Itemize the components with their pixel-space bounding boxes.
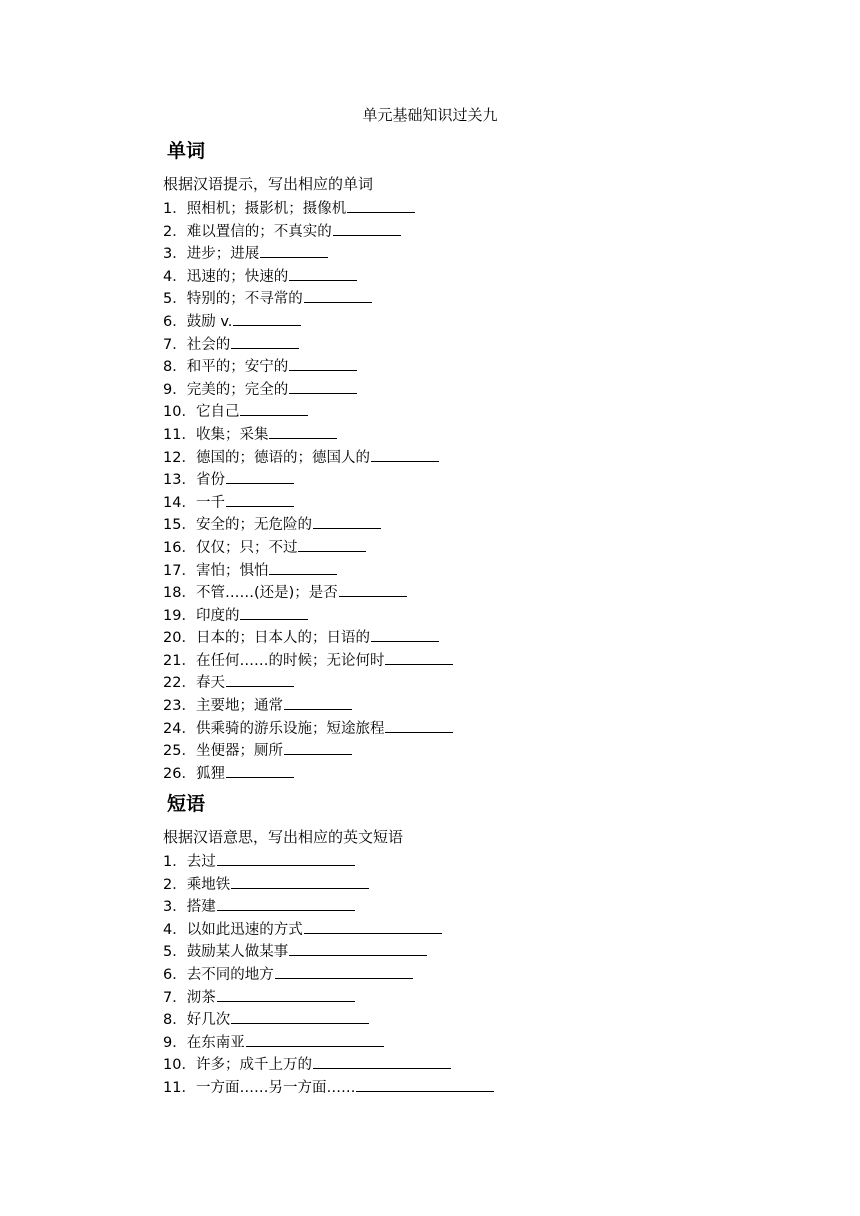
answer-blank[interactable] — [231, 1007, 369, 1024]
answer-blank[interactable] — [313, 1052, 451, 1069]
answer-blank[interactable] — [289, 354, 357, 371]
answer-blank[interactable] — [217, 894, 355, 911]
phrases-item — [163, 1075, 494, 1098]
phrases-item — [163, 894, 494, 917]
answer-blank[interactable] — [226, 467, 294, 484]
words-item — [163, 490, 453, 513]
answer-blank[interactable] — [226, 761, 294, 778]
answer-blank[interactable] — [304, 286, 372, 303]
answer-blank[interactable] — [298, 535, 366, 552]
words-item — [163, 354, 453, 377]
words-item-label: 17．害怕；惧怕 — [163, 562, 269, 579]
words-item — [163, 286, 453, 309]
answer-blank[interactable] — [231, 872, 369, 889]
answer-blank[interactable] — [246, 1030, 384, 1047]
words-item-label: 2．难以置信的；不真实的 — [163, 223, 332, 240]
words-item-label: 24．供乘骑的游乐设施；短途旅程 — [163, 720, 385, 737]
answer-blank[interactable] — [275, 962, 413, 979]
words-item-label: 8．和平的；安宁的 — [163, 359, 289, 376]
phrases-item-label: 11．一方面……另一方面…… — [163, 1079, 356, 1096]
phrases-item-label: 9．在东南亚 — [163, 1034, 245, 1051]
answer-blank[interactable] — [284, 693, 352, 710]
words-item — [163, 716, 453, 739]
words-item — [163, 422, 453, 445]
words-item-label: 20．日本的；日本人的；日语的 — [163, 630, 370, 647]
answer-blank[interactable] — [240, 399, 308, 416]
answer-blank[interactable] — [289, 264, 357, 281]
phrases-list — [163, 849, 494, 1098]
words-instruction: 根据汉语提示，写出相应的单词 — [163, 175, 374, 193]
words-item — [163, 332, 453, 355]
words-item-label: 14．一千 — [163, 494, 225, 511]
words-item — [163, 219, 453, 242]
answer-blank[interactable] — [240, 603, 308, 620]
answer-blank[interactable] — [226, 490, 294, 507]
words-item-label: 16．仅仅；只；不过 — [163, 539, 298, 556]
words-item — [163, 693, 453, 716]
words-item — [163, 670, 453, 693]
words-item — [163, 738, 453, 761]
page-title: 单元基础知识过关九 — [362, 106, 498, 124]
words-item — [163, 399, 453, 422]
answer-blank[interactable] — [260, 241, 328, 258]
answer-blank[interactable] — [233, 309, 301, 326]
words-item-label: 1．照相机；摄影机；摄像机 — [163, 201, 347, 217]
answer-blank[interactable] — [284, 738, 352, 755]
answer-blank[interactable] — [385, 716, 453, 733]
words-item — [163, 512, 453, 535]
words-item-label: 10．它自己 — [163, 404, 240, 421]
phrases-item-label: 3．搭建 — [163, 899, 216, 916]
words-item — [163, 603, 453, 626]
words-item-label: 7．社会的 — [163, 336, 231, 353]
phrases-item-label: 1．去过 — [163, 854, 216, 870]
phrases-item — [163, 1007, 494, 1030]
answer-blank[interactable] — [304, 917, 442, 934]
words-item — [163, 264, 453, 287]
answer-blank[interactable] — [226, 670, 294, 687]
phrases-item — [163, 1052, 494, 1075]
words-item-label: 12．德国的；德语的；德国人的 — [163, 449, 370, 466]
answer-blank[interactable] — [217, 985, 355, 1002]
answer-blank[interactable] — [217, 849, 355, 866]
phrases-item-label: 6．去不同的地方 — [163, 966, 274, 983]
answer-blank[interactable] — [333, 219, 401, 236]
phrases-item — [163, 985, 494, 1008]
phrases-item-label: 10．许多；成千上万的 — [163, 1057, 312, 1074]
words-item-label: 23．主要地；通常 — [163, 698, 283, 715]
words-item — [163, 558, 453, 581]
answer-blank[interactable] — [313, 512, 381, 529]
phrases-item-label: 4．以如此迅速的方式 — [163, 921, 303, 938]
words-item — [163, 580, 453, 603]
answer-blank[interactable] — [385, 648, 453, 665]
words-item-label: 3．进步；进展 — [163, 246, 260, 263]
phrases-item — [163, 849, 494, 872]
answer-blank[interactable] — [289, 939, 427, 956]
answer-blank[interactable] — [356, 1075, 494, 1092]
words-item — [163, 377, 453, 400]
words-item-label: 26．狐狸 — [163, 765, 225, 782]
words-item-label: 9．完美的；完全的 — [163, 381, 289, 398]
words-list — [163, 196, 453, 783]
phrases-item — [163, 939, 494, 962]
words-item-label: 11．收集；采集 — [163, 426, 269, 443]
phrases-item-label: 8．好几次 — [163, 1012, 231, 1029]
words-item — [163, 467, 453, 490]
words-item — [163, 535, 453, 558]
phrases-item-label: 7．沏茶 — [163, 989, 216, 1006]
words-item — [163, 625, 453, 648]
words-section-heading: 单词 — [167, 140, 206, 162]
words-item-label: 13．省份 — [163, 472, 225, 489]
words-item — [163, 445, 453, 468]
words-item-label: 22．春天 — [163, 675, 225, 692]
words-item — [163, 196, 453, 219]
answer-blank[interactable] — [269, 558, 337, 575]
phrases-item-label: 2．乘地铁 — [163, 876, 231, 893]
words-item — [163, 241, 453, 264]
answer-blank[interactable] — [347, 196, 415, 213]
words-item-label: 19．印度的 — [163, 607, 240, 624]
answer-blank[interactable] — [231, 332, 299, 349]
phrases-item — [163, 1030, 494, 1053]
phrases-item-label: 5．鼓励某人做某事 — [163, 944, 289, 961]
answer-blank[interactable] — [289, 377, 357, 394]
words-item-label: 21．在任何……的时候；无论何时 — [163, 652, 385, 669]
phrases-item — [163, 872, 494, 895]
phrases-section-heading: 短语 — [167, 793, 206, 815]
answer-blank[interactable] — [371, 625, 439, 642]
words-item-label: 6．鼓励 v. — [163, 313, 233, 330]
phrases-item — [163, 962, 494, 985]
words-item-label: 4．迅速的；快速的 — [163, 268, 289, 285]
answer-blank[interactable] — [371, 445, 439, 462]
words-item — [163, 648, 453, 671]
words-item — [163, 309, 453, 332]
answer-blank[interactable] — [339, 580, 407, 597]
phrases-instruction: 根据汉语意思，写出相应的英文短语 — [163, 828, 404, 846]
words-item-label: 18．不管……(还是)；是否 — [163, 585, 338, 602]
words-item — [163, 761, 453, 784]
words-item-label: 25．坐便器；厕所 — [163, 743, 283, 760]
answer-blank[interactable] — [269, 422, 337, 439]
phrases-item — [163, 917, 494, 940]
words-item-label: 5．特别的；不寻常的 — [163, 291, 303, 308]
words-item-label: 15．安全的；无危险的 — [163, 517, 312, 534]
